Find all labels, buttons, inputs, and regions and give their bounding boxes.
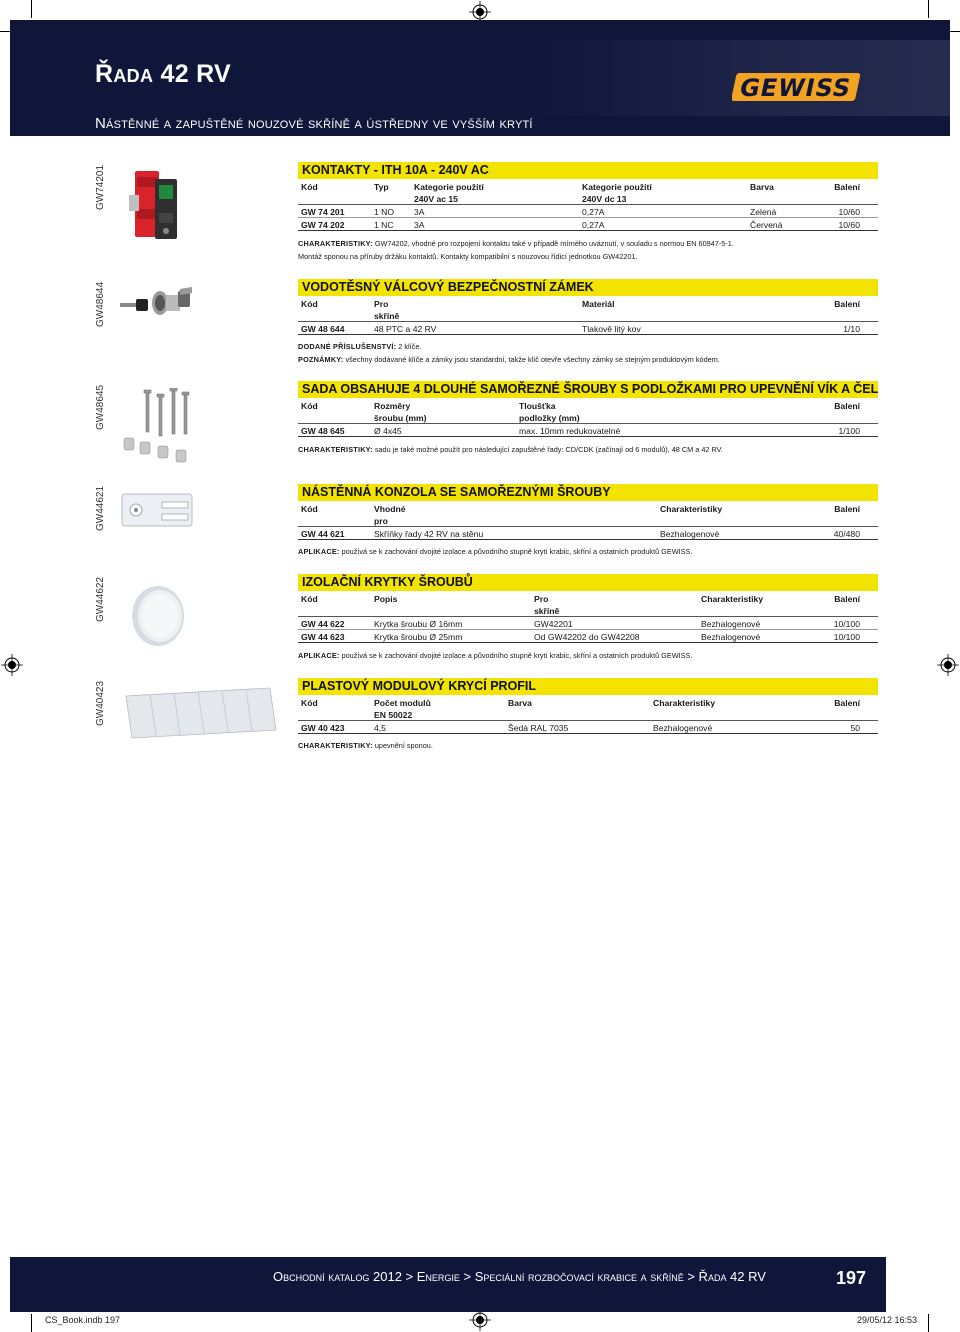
table-cell: 1/100 [838,426,860,436]
note-text: všechny dodávané klíče a zámky jsou standardní, takže klíč otevře všechny zámky se stejným produktovým kódem. [343,355,720,364]
note-text: GW74202, vhodné pro rozpojení kontaktu také v případě mírného uváznutí, v souladu s normou EN 60947-5-1. [372,239,734,248]
header-text: pro [374,516,388,526]
side-code: GW48644 [95,281,106,327]
header-text: Kód [301,594,318,604]
section-title: IZOLAČNÍ KRYTKY ŠROUBŮ [298,574,878,591]
header-text: Pro [374,299,389,309]
header-text: Balení [834,299,860,309]
header-text: Pro [534,594,549,604]
side-code: GW48645 [95,384,106,430]
header-text: Balení [834,594,860,604]
note-text: upevnění sponou. [372,741,433,750]
side-code: GW44621 [95,485,106,531]
modular-cover-profile-image [120,686,282,744]
header-text: Rozměry [374,401,411,411]
product-code: GW 48 644 [301,324,345,334]
header-text: Kód [301,299,318,309]
table-header [298,179,878,205]
table-cell: GW42201 [534,619,573,629]
table-cell: 1 NO [374,207,395,217]
header-text: Tloušťka [519,401,556,411]
product-section-screw-set [298,381,878,437]
page-number: 197 [836,1268,867,1288]
header-text: podložky (mm) [519,413,580,423]
header-text: Popis [374,594,398,604]
table-cell: Bezhalogenové [660,529,720,539]
header-text: Balení [834,698,860,708]
table-cell: 10/60 [838,220,860,230]
note-label: CHARAKTERISTIKY: [298,239,373,248]
column-header [534,593,559,617]
table-header [298,398,878,424]
note-text: 2 klíče. [396,342,422,351]
header-text: Balení [834,182,860,192]
header-text: Vhodné [374,504,406,514]
column-header [582,298,614,310]
column-header [301,400,318,412]
column-header [660,503,722,515]
table-row [298,205,878,218]
crop-mark [31,1314,32,1332]
column-header [301,298,318,310]
page-subtitle: Nástěnné a zapuštěné nouzové skříně a ústředny ve vyšším krytí [95,115,533,132]
column-header [653,697,715,709]
table-cell: 10/100 [833,632,860,642]
column-header [301,503,318,515]
column-header [519,400,580,424]
table-header [298,591,878,617]
header-text: šroubu (mm) [374,413,427,423]
table-cell: Červená [750,220,783,230]
column-header [834,697,860,709]
section-title: KONTAKTY - ITH 10A - 240V AC [298,162,878,179]
header-text: Kategorie použití [414,182,484,192]
product-code: GW 44 623 [301,632,345,642]
column-header [582,181,652,205]
breadcrumb: Obchodní katalog 2012 > Energie > Speciální rozbočovací krabice a skříně > Řada 42 RV [273,1269,766,1284]
column-header [374,181,389,193]
header-text: Charakteristiky [660,504,723,514]
table-cell: 3A [414,220,425,230]
header-text: Charakteristiky [701,594,764,604]
product-table [298,179,878,231]
header-text: Barva [750,182,774,192]
screw-cover-image [124,580,190,650]
note-label: APLIKACE: [298,547,340,556]
header-text: Kategorie použití [582,182,652,192]
column-header [701,593,763,605]
column-header [750,181,774,193]
product-table [298,591,878,643]
header-text: Kód [301,698,318,708]
table-cell: Skříňky řady 42 RV na stěnu [374,529,484,539]
column-header [374,503,406,527]
table-cell: Zelená [750,207,777,217]
section-note [298,649,898,662]
header-text: skříně [534,606,560,616]
table-row [298,617,878,630]
table-cell: Od GW42202 do GW42208 [534,632,640,642]
table-cell: 4,5 [374,723,386,733]
product-code: GW 74 201 [301,207,345,217]
note-text: používá se k zachování dvojité izolace a původního stupně krytí krabic, skříní a ostatních produktů GEWISS. [339,547,693,556]
product-code: GW 44 621 [301,529,345,539]
page-footer [10,1257,886,1312]
header-text: 240V ac 15 [414,194,458,204]
page-title: Řada 42 RV [95,60,232,88]
section-title: NÁSTĚNNÁ KONZOLA SE SAMOŘEZNÝMI ŠROUBY [298,484,878,501]
section-title: SADA OBSAHUJE 4 DLOUHÉ SAMOŘEZNÉ ŠROUBY S PODLOŽKAMI PRO UPEVNĚNÍ VÍK A ČEL [298,381,878,398]
table-cell: 40/480 [833,529,860,539]
column-header [834,593,860,605]
product-code: GW 74 202 [301,220,345,230]
product-code: GW 40 423 [301,723,345,733]
table-row [298,322,878,335]
crop-mark [928,0,929,18]
product-table [298,501,878,540]
contact-block-image [125,165,185,245]
column-header [508,697,532,709]
column-header [834,181,860,193]
header-text: Kód [301,182,318,192]
print-slug-left: CS_Book.indb 197 [45,1315,121,1325]
table-cell: Krytka šroubu Ø 16mm [374,619,463,629]
table-header [298,501,878,527]
column-header [374,298,399,322]
note-label: CHARAKTERISTIKY: [298,741,373,750]
product-section-contacts [298,162,878,231]
table-cell: 48 PTC a 42 RV [374,324,437,334]
note-text: Montáž sponou na přírubу držáku kontaktů. Kontakty kompatibilní s nouzovou řídicí jednotkou GW42201. [298,252,638,261]
table-cell: 50 [850,723,860,733]
registration-mark-icon [937,654,959,676]
product-table [298,695,878,734]
note-text: sadu je také možné použít pro následující zapuštěné řady: CD/CDK (začínají od 6 modulů), 48 CM a 42 RV. [372,445,723,454]
table-cell: Tlakově litý kov [582,324,641,334]
header-text: Charakteristiky [653,698,716,708]
section-note [298,340,898,353]
header-text: skříně [374,311,400,321]
section-note [298,443,898,456]
table-cell: 1 NC [374,220,394,230]
header-text: Počet modulů [374,698,431,708]
product-section-lock [298,279,878,335]
product-code: GW 48 645 [301,426,345,436]
note-label: POZNÁMKY: [298,355,344,364]
crop-mark [31,0,32,18]
column-header [301,593,318,605]
screw-set-image [120,388,198,468]
wall-bracket-image [116,488,196,532]
gewiss-logo [732,67,862,107]
header-text: 240V dc 13 [582,194,627,204]
header-text: EN 50022 [374,710,413,720]
header-text: Kód [301,504,318,514]
product-table [298,296,878,335]
column-header [301,697,318,709]
product-table [298,398,878,437]
side-code: GW74201 [95,164,106,210]
column-header [374,593,397,605]
side-code: GW44622 [95,576,106,622]
table-cell: max. 10mm redukovatelné [519,426,621,436]
table-cell: 10/100 [833,619,860,629]
table-cell: 1/10 [843,324,860,334]
table-cell: Bezhalogenové [701,632,761,642]
column-header [414,181,484,205]
table-header [298,296,878,322]
table-cell: 0,27A [582,207,605,217]
note-label: CHARAKTERISTIKY: [298,445,373,454]
svg-text:GEWISS: GEWISS [737,73,855,102]
header-text: Typ [374,182,389,192]
product-section-wall-bracket [298,484,878,540]
product-section-screw-covers [298,574,878,643]
table-row [298,721,878,734]
lock-image [118,285,194,321]
note-text: používá se k zachování dvojité izolace a původního stupně krytí krabic, skříní a ostatních produktů GEWISS. [339,651,693,660]
note-label: DODANÉ PŘÍSLUŠENSTVÍ: [298,342,397,351]
column-header [301,181,318,193]
section-note [298,250,898,263]
table-cell: 10/60 [838,207,860,217]
crop-mark [928,1314,929,1332]
section-title: PLASTOVÝ MODULOVÝ KRYCÍ PROFIL [298,678,878,695]
table-cell: Bezhalogenové [701,619,761,629]
table-row [298,630,878,643]
page-header [10,20,950,136]
column-header [374,697,431,721]
section-note [298,545,898,558]
table-cell: Krytka šroubu Ø 25mm [374,632,463,642]
header-text: Balení [834,504,860,514]
table-cell: 0,27A [582,220,605,230]
column-header [834,503,860,515]
table-row [298,218,878,231]
table-cell: Bezhalogenové [653,723,713,733]
header-text: Kód [301,401,318,411]
product-section-cover-profile [298,678,878,734]
table-row [298,424,878,437]
table-cell: Šedá RAL 7035 [508,723,569,733]
product-code: GW 44 622 [301,619,345,629]
column-header [834,400,860,412]
column-header [374,400,427,424]
print-slug-right: 29/05/12 16:53 [857,1315,918,1325]
header-text: Materiál [582,299,615,309]
header-text: Balení [834,401,860,411]
side-code: GW40423 [95,680,106,726]
note-label: APLIKACE: [298,651,340,660]
section-note [298,237,898,250]
column-header [834,298,860,310]
section-note [298,353,898,366]
table-cell: Ø 4x45 [374,426,402,436]
section-note [298,739,898,752]
header-text: Barva [508,698,532,708]
section-title: VODOTĚSNÝ VÁLCOVÝ BEZPEČNOSTNÍ ZÁMEK [298,279,878,296]
registration-mark-icon [1,654,23,676]
registration-mark-icon [469,1309,491,1331]
table-header [298,695,878,721]
table-row [298,527,878,540]
table-cell: 3A [414,207,425,217]
